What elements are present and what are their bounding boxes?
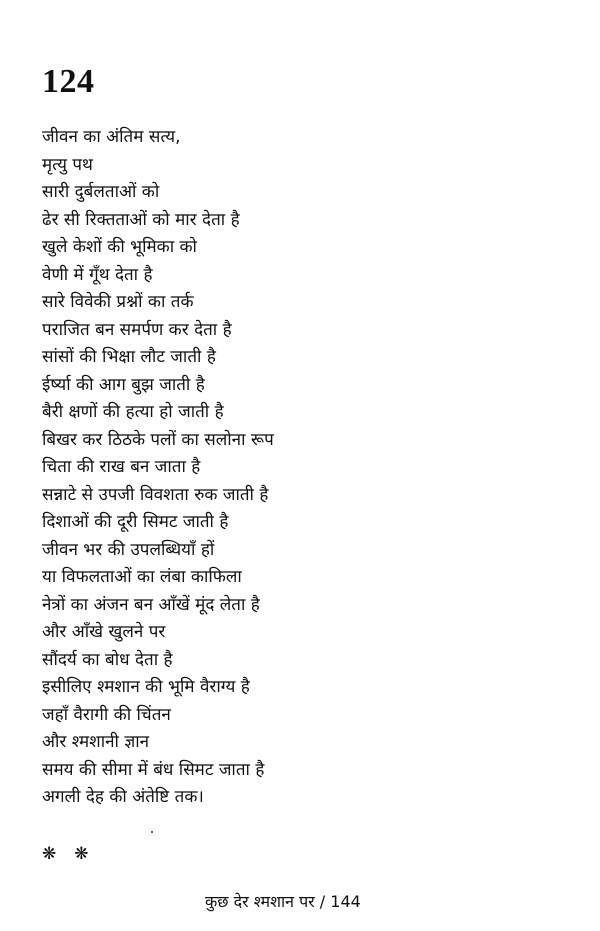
- poem-line: सारी दुर्बलताओं को: [42, 182, 160, 202]
- poem-line: और श्मशानी ज्ञान: [42, 732, 150, 752]
- poem-line: सांसों की भिक्षा लौट जाती है: [42, 347, 216, 367]
- poem-line: अगली देह की अंतेष्टि तक।: [42, 787, 204, 807]
- poem-line: जीवन का अंतिम सत्य,: [42, 127, 181, 147]
- poem-line: चिता की राख बन जाता है: [42, 457, 201, 477]
- poem-line: जीवन भर की उपलब्धियाँ हों: [42, 539, 215, 560]
- poem-line: पराजित बन समर्पण कर देता है: [42, 319, 232, 340]
- poem-number: 124: [42, 63, 95, 100]
- poem-line: सन्नाटे से उपजी विवशता रुक जाती है: [42, 484, 269, 505]
- poem-line: खुले केशों की भूमिका को: [42, 237, 197, 257]
- poem-line: बैरी क्षणों की हत्या हो जाती है: [42, 402, 224, 422]
- flower-ornament-icon: ❋: [42, 844, 57, 864]
- poem-line: ढेर सी रिक्तताओं को मार देता है: [42, 209, 240, 230]
- poem-line: वेणी में गूँथ देता है: [42, 264, 153, 285]
- poem-line: इसीलिए श्मशान की भूमि वैराग्य है: [42, 677, 250, 697]
- section-ornament: [42, 845, 89, 863]
- poem-line: समय की सीमा में बंध सिमट जाता है: [42, 759, 265, 780]
- poem-line: दिशाओं की दूरी सिमट जाती है: [42, 512, 229, 532]
- poem-line: ईर्ष्या की आग बुझ जाती है: [42, 374, 205, 395]
- poem-line: सौंदर्य का बोध देता है: [42, 649, 173, 670]
- poem-line: नेत्रों का अंजन बन आँखें मूंद लेता है: [42, 594, 260, 615]
- poem-line: या विफलताओं का लंबा काफिला: [42, 567, 242, 587]
- poem-line: सारे विवेकी प्रश्नों का तर्क: [42, 292, 194, 312]
- poem-line: मृत्यु पथ: [42, 154, 93, 175]
- poem-line: बिखर कर ठिठके पलों का सलोना रूप: [42, 429, 274, 450]
- flower-ornament-icon: ❋: [74, 844, 89, 864]
- poem-line: जहाँ वैरागी की चिंतन: [42, 704, 171, 725]
- poem-line: और आँखे खुलने पर: [42, 622, 166, 642]
- stray-dot: [151, 831, 153, 833]
- poem-body: [42, 124, 582, 812]
- page-footer: कुछ देर श्मशान पर / 144: [205, 892, 361, 911]
